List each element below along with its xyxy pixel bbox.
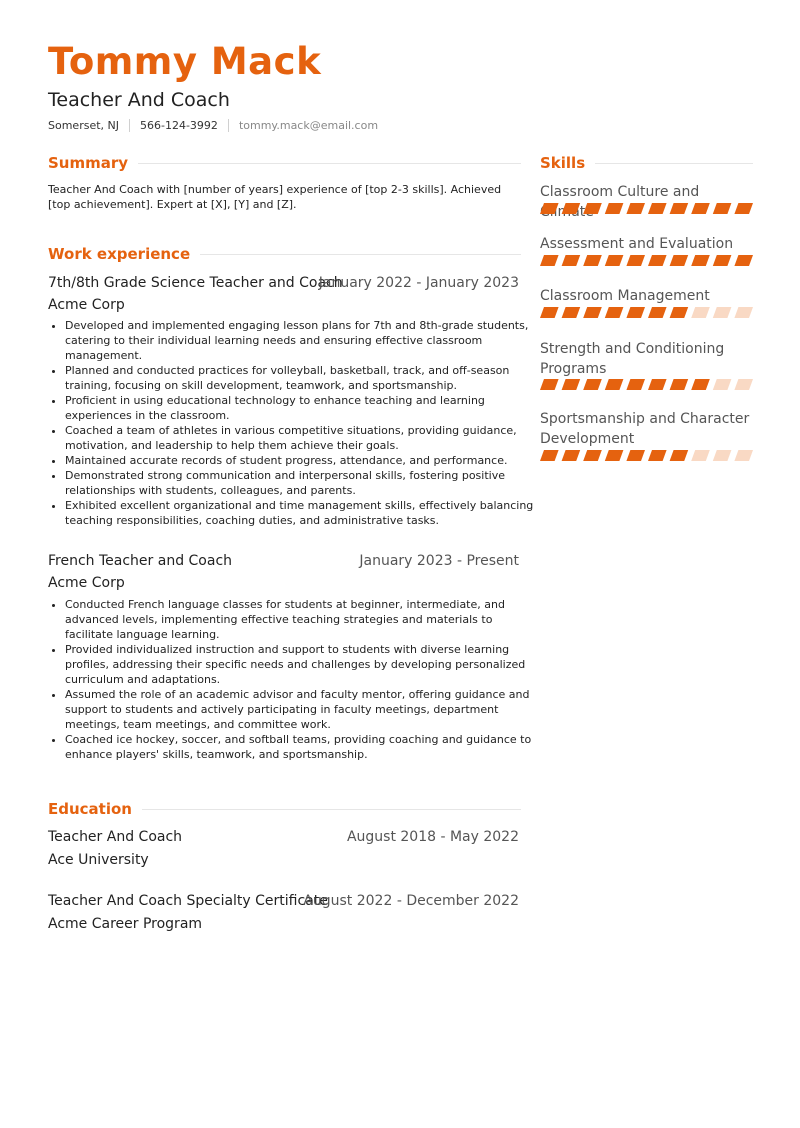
contact-line — [48, 119, 378, 132]
skill-segment-filled — [583, 203, 602, 214]
skill-level-bar — [540, 203, 753, 214]
skill-segment-filled — [648, 307, 667, 318]
job-bullets — [48, 318, 538, 528]
skill-name: Classroom Culture and — [540, 184, 700, 200]
skill-segment-filled — [583, 307, 602, 318]
skill-segment-filled — [540, 450, 559, 461]
skill-segment-empty — [734, 450, 753, 461]
skill-segment-filled — [605, 379, 624, 390]
skill-segment-filled — [691, 379, 710, 390]
skill-segment-filled — [562, 450, 581, 461]
section-rule — [142, 809, 521, 810]
job-company: Acme Corp — [48, 297, 125, 313]
skill-segment-filled — [626, 307, 645, 318]
section-rule — [138, 163, 521, 164]
skill-segment-filled — [583, 450, 602, 461]
skill-level-bar — [540, 307, 753, 318]
skill-segment-empty — [691, 450, 710, 461]
skill-segment-filled — [540, 379, 559, 390]
job-bullet: • Coached ice hockey, soccer, and softball teams, providing coaching and guidance to enhance players' skills, teamwork, and sportsmanship. — [65, 732, 538, 762]
skill-segment-filled — [605, 307, 624, 318]
candidate-name: Tommy Mack — [48, 40, 322, 83]
skill-segment-filled — [562, 307, 581, 318]
skill-segment-filled — [562, 379, 581, 390]
skill-name: Assessment and Evaluation — [540, 236, 734, 252]
skill-segment-filled — [648, 203, 667, 214]
education-heading — [48, 800, 521, 818]
job-title: 7th/8th Grade Science Teacher and Coach — [48, 275, 343, 291]
education-heading-label: Education — [48, 800, 132, 818]
skill-segment-filled — [713, 203, 732, 214]
job-dates: January 2022 - January 2023 — [318, 275, 519, 291]
skill-segment-filled — [583, 255, 602, 266]
school-name: Acme Career Program — [48, 916, 203, 932]
skill-segment-filled — [713, 255, 732, 266]
skill-segment-empty — [734, 379, 753, 390]
skill-segment-filled — [605, 203, 624, 214]
job-bullet: • Developed and implemented engaging lesson plans for 7th and 8th-grade students, catering to their individual learning needs and ensuring effective classroom management. — [65, 318, 538, 363]
job-bullet: • Proficient in using educational technology to enhance teaching and learning experiences in the classroom. — [65, 393, 538, 423]
skill-segment-filled — [540, 203, 559, 214]
degree-dates: August 2018 - May 2022 — [346, 829, 519, 845]
skill-segment-filled — [648, 255, 667, 266]
skill-segment-filled — [734, 203, 753, 214]
phone-text: 566-124-3992 — [140, 119, 218, 132]
skill-segment-filled — [691, 203, 710, 214]
skill-segment-filled — [605, 450, 624, 461]
skill-segment-filled — [626, 379, 645, 390]
skill-segment-empty — [691, 307, 710, 318]
job-bullet: • Conducted French language classes for students at beginner, intermediate, and advanced levels, implementing effective teaching strategies and materials to facilitate language learning. — [65, 597, 538, 642]
skill-segment-filled — [670, 255, 689, 266]
skill-segment-filled — [670, 307, 689, 318]
job-title: French Teacher and Coach — [48, 553, 233, 569]
skill-segment-filled — [648, 379, 667, 390]
location-text: Somerset, NJ — [48, 119, 119, 132]
skill-segment-empty — [713, 307, 732, 318]
skill-level-bar — [540, 255, 753, 266]
skills-heading-label: Skills — [540, 154, 586, 172]
skill-segment-filled — [626, 255, 645, 266]
job-bullet: • Maintained accurate records of student progress, attendance, and performance. — [65, 453, 538, 468]
skill-level-bar — [540, 379, 753, 390]
skill-name: Sportsmanship and Character Development — [540, 411, 750, 447]
skill-name: Strength and Conditioning Programs — [540, 341, 725, 377]
degree-title: Teacher And Coach — [48, 829, 183, 845]
skill-segment-filled — [540, 307, 559, 318]
skill-segment-filled — [626, 203, 645, 214]
skill-segment-filled — [583, 379, 602, 390]
skill-segment-filled — [670, 450, 689, 461]
skill-segment-empty — [713, 450, 732, 461]
skills-heading — [540, 154, 753, 172]
job-dates: January 2023 - Present — [359, 553, 519, 569]
summary-text: Teacher And Coach with [number of years] experience of [top 2-3 skills]. Achieved [top achievement]. Expert at [X], [Y] and [Z]. — [48, 183, 502, 211]
skill-segment-empty — [713, 379, 732, 390]
candidate-title: Teacher And Coach — [48, 89, 230, 111]
skill-segment-empty — [734, 307, 753, 318]
degree-title: Teacher And Coach Specialty Certificate — [48, 893, 328, 909]
section-rule — [200, 254, 521, 255]
skill-name: Classroom Management — [540, 288, 710, 304]
job-bullet: • Assumed the role of an academic advisor and faculty mentor, offering guidance and support to students and actively participating in faculty meetings, department meetings, team meetings, and committee work. — [65, 687, 538, 732]
skill-segment-filled — [626, 450, 645, 461]
skill-segment-filled — [670, 203, 689, 214]
work-heading — [48, 245, 521, 263]
job-bullets — [48, 597, 538, 762]
skill-level-svg — [540, 450, 753, 461]
skill-segment-filled — [670, 379, 689, 390]
section-rule — [595, 163, 753, 164]
degree-dates: August 2022 - December 2022 — [303, 893, 519, 909]
job-bullet: • Provided individualized instruction and support to students with diverse learning profiles, addressing their specific needs and challenges by developing personalized curriculum and adaptations. — [65, 642, 538, 687]
skill-segment-filled — [562, 255, 581, 266]
skill-segment-filled — [605, 255, 624, 266]
work-heading-label: Work experience — [48, 245, 191, 263]
summary-heading — [48, 154, 521, 172]
skill-level-svg — [540, 307, 753, 318]
job-bullet: • Exhibited excellent organizational and time management skills, effectively balancing teaching responsibilities, coaching duties, and administrative tasks. — [65, 498, 538, 528]
email-link[interactable]: tommy.mack@email.com — [238, 119, 379, 132]
skill-level-svg — [540, 379, 753, 390]
job-bullet: • Coached a team of athletes in various competitive situations, providing guidance, motivation, and leadership to help them achieve their goals. — [65, 423, 538, 453]
contact-divider — [129, 119, 130, 132]
skill-segment-filled — [562, 203, 581, 214]
skill-segment-filled — [734, 255, 753, 266]
job-bullet: • Planned and conducted practices for volleyball, basketball, track, and off-season training, focusing on skill development, teamwork, and sportsmanship. — [65, 363, 538, 393]
skill-segment-filled — [540, 255, 559, 266]
skill-level-bar — [540, 450, 753, 461]
summary-heading-label: Summary — [48, 154, 129, 172]
skill-level-svg — [540, 203, 753, 214]
school-name: Ace University — [48, 852, 149, 868]
skill-level-svg — [540, 255, 753, 266]
skill-segment-filled — [648, 450, 667, 461]
contact-divider — [228, 119, 229, 132]
job-company: Acme Corp — [48, 575, 125, 591]
skill-segment-filled — [691, 255, 710, 266]
job-bullet: • Demonstrated strong communication and interpersonal skills, fostering positive relationships with students, colleagues, and parents. — [65, 468, 538, 498]
